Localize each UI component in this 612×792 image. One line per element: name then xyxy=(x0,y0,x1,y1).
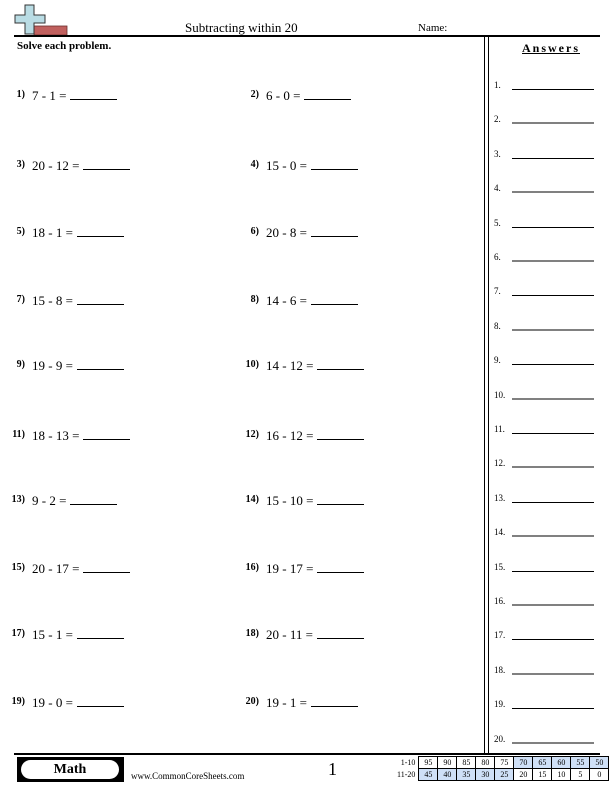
answer-row-19 xyxy=(494,699,594,709)
problem-4 xyxy=(239,158,358,174)
score-cell: 90 xyxy=(438,757,457,769)
answer-blank[interactable] xyxy=(311,168,358,170)
answer-line[interactable] xyxy=(512,708,594,709)
answer-number: 16. xyxy=(494,596,506,606)
problem-10 xyxy=(239,358,364,374)
answer-blank[interactable] xyxy=(77,637,124,639)
footer-rule xyxy=(14,753,600,755)
score-cell: 95 xyxy=(419,757,438,769)
answer-blank[interactable] xyxy=(83,438,130,440)
answer-line[interactable] xyxy=(512,502,594,503)
answer-number: 11. xyxy=(494,424,505,434)
answer-number: 13. xyxy=(494,492,506,503)
score-cell: 10 xyxy=(552,769,571,781)
answer-row-17 xyxy=(494,630,594,640)
score-cell: 45 xyxy=(419,769,438,781)
answer-line[interactable] xyxy=(512,329,594,331)
problem-expression: 18 - 1 = xyxy=(32,225,73,240)
problem-number: 4) xyxy=(250,159,259,170)
score-cell: 0 xyxy=(590,769,609,781)
problem-expression: 16 - 12 = xyxy=(266,428,314,443)
answer-line[interactable] xyxy=(512,639,594,640)
problem-11 xyxy=(5,428,130,444)
problem-expression: 20 - 11 = xyxy=(266,627,313,642)
problem-expression: 19 - 0 = xyxy=(32,695,73,710)
problem-expression: 19 - 1 = xyxy=(266,695,307,710)
answer-number: 9. xyxy=(494,355,501,366)
answer-blank[interactable] xyxy=(83,571,130,573)
problem-number: 6) xyxy=(250,226,259,237)
problem-6 xyxy=(239,225,358,241)
answer-blank[interactable] xyxy=(317,571,364,573)
answer-number: 1. xyxy=(494,80,501,90)
answer-row-5 xyxy=(494,218,594,228)
problem-number: 13) xyxy=(11,494,25,505)
instructions: Solve each problem. xyxy=(17,40,112,52)
problem-5 xyxy=(5,225,124,241)
score-cell: 15 xyxy=(533,769,552,781)
problem-14 xyxy=(239,493,364,509)
answer-number: 19. xyxy=(494,699,506,710)
website-link[interactable]: www.CommonCoreSheets.com xyxy=(131,771,245,781)
problem-number: 19) xyxy=(11,696,25,707)
problem-expression: 15 - 0 = xyxy=(266,158,307,173)
answer-row-10 xyxy=(494,390,594,400)
answer-number: 4. xyxy=(494,183,501,194)
problem-number: 14) xyxy=(245,494,259,505)
score-cell: 80 xyxy=(476,757,495,769)
problem-7 xyxy=(5,293,124,309)
score-row-label: 11-20 xyxy=(397,770,416,779)
score-cell: 50 xyxy=(590,757,609,769)
problem-number: 18) xyxy=(245,628,259,639)
answer-row-6 xyxy=(494,252,594,262)
score-cell: 65 xyxy=(533,757,552,769)
page-number: 1 xyxy=(328,759,337,779)
answer-line[interactable] xyxy=(512,604,594,606)
score-cell: 20 xyxy=(514,769,533,781)
problem-expression: 14 - 12 = xyxy=(266,358,314,373)
answer-row-7 xyxy=(494,286,594,296)
problem-number: 16) xyxy=(245,562,259,573)
problem-expression: 18 - 13 = xyxy=(32,428,80,443)
problem-16 xyxy=(239,561,364,577)
answer-line[interactable] xyxy=(512,158,594,159)
answer-blank[interactable] xyxy=(311,303,358,305)
answer-row-20 xyxy=(494,734,594,744)
problem-2 xyxy=(239,88,351,104)
answer-row-11 xyxy=(494,424,594,434)
answer-line[interactable] xyxy=(512,122,594,124)
answer-line[interactable] xyxy=(512,571,594,572)
problem-19 xyxy=(5,695,124,711)
problem-expression: 19 - 17 = xyxy=(266,561,314,576)
problem-expression: 20 - 8 = xyxy=(266,225,307,240)
plus-logo-icon xyxy=(14,4,70,36)
answer-line[interactable] xyxy=(512,398,594,400)
answers-title: Answers xyxy=(522,41,580,55)
problem-expression: 20 - 12 = xyxy=(32,158,80,173)
problem-17 xyxy=(5,627,124,643)
answer-row-9 xyxy=(494,355,594,365)
name-label: Name: xyxy=(418,22,448,34)
answer-blank[interactable] xyxy=(83,168,130,170)
answer-row-12 xyxy=(494,458,594,468)
answer-line[interactable] xyxy=(512,295,594,296)
problem-expression: 20 - 17 = xyxy=(32,561,80,576)
answer-row-15 xyxy=(494,562,594,572)
problem-expression: 6 - 0 = xyxy=(266,88,301,103)
answer-column-divider xyxy=(484,36,489,753)
answer-number: 7. xyxy=(494,286,501,297)
answer-blank[interactable] xyxy=(317,637,364,639)
problem-number: 17) xyxy=(11,628,25,639)
problem-expression: 15 - 1 = xyxy=(32,627,73,642)
problem-15 xyxy=(5,561,130,577)
problem-number: 3) xyxy=(16,159,25,170)
answer-number: 5. xyxy=(494,217,501,228)
problem-expression: 15 - 10 = xyxy=(266,493,314,508)
answer-number: 20. xyxy=(494,733,506,744)
problem-number: 11) xyxy=(12,429,25,440)
problem-3 xyxy=(5,158,130,174)
answer-blank[interactable] xyxy=(317,438,364,440)
answer-line[interactable] xyxy=(512,673,594,675)
problem-expression: 9 - 2 = xyxy=(32,493,67,508)
answer-line[interactable] xyxy=(512,89,594,90)
answer-blank[interactable] xyxy=(77,303,124,305)
answer-line[interactable] xyxy=(512,535,594,537)
answer-blank[interactable] xyxy=(70,98,117,100)
score-row xyxy=(395,757,609,769)
problem-expression: 15 - 8 = xyxy=(32,293,73,308)
score-cell: 75 xyxy=(495,757,514,769)
problem-expression: 19 - 9 = xyxy=(32,358,73,373)
worksheet-title: Subtracting within 20 xyxy=(185,20,298,35)
problem-number: 9) xyxy=(16,359,25,370)
problem-number: 10) xyxy=(245,359,259,370)
problem-1 xyxy=(5,88,117,104)
answer-row-2 xyxy=(494,114,594,124)
answer-blank[interactable] xyxy=(77,368,124,370)
answer-row-18 xyxy=(494,665,594,675)
score-cell: 85 xyxy=(457,757,476,769)
answer-line[interactable] xyxy=(512,260,594,262)
score-table xyxy=(395,756,609,781)
answer-row-1 xyxy=(494,80,594,90)
score-cell: 30 xyxy=(476,769,495,781)
problem-number: 2) xyxy=(250,89,259,100)
answer-line[interactable] xyxy=(512,466,594,468)
answer-number: 8. xyxy=(494,320,501,331)
answer-row-13 xyxy=(494,493,594,503)
answer-blank[interactable] xyxy=(317,503,364,505)
problem-20 xyxy=(239,695,358,711)
problem-8 xyxy=(239,293,358,309)
answer-number: 6. xyxy=(494,252,501,262)
answer-number: 2. xyxy=(494,114,501,125)
subject-badge-label: Math xyxy=(21,760,119,779)
score-row xyxy=(395,769,609,781)
answer-number: 10. xyxy=(494,389,506,400)
answer-row-14 xyxy=(494,527,594,537)
problem-number: 7) xyxy=(16,294,25,305)
answer-row-16 xyxy=(494,596,594,606)
problem-number: 1) xyxy=(16,89,25,100)
answer-line[interactable] xyxy=(512,433,594,434)
score-cell: 25 xyxy=(495,769,514,781)
score-cell: 70 xyxy=(514,757,533,769)
answer-number: 17. xyxy=(494,630,506,641)
answer-blank[interactable] xyxy=(77,235,124,237)
answer-line[interactable] xyxy=(512,227,594,228)
problem-expression: 7 - 1 = xyxy=(32,88,67,103)
problem-18 xyxy=(239,627,364,643)
score-cell: 60 xyxy=(552,757,571,769)
answer-line[interactable] xyxy=(512,742,594,744)
problem-number: 8) xyxy=(250,294,259,305)
problem-number: 20) xyxy=(245,696,259,707)
problem-13 xyxy=(5,493,117,509)
score-cell: 40 xyxy=(438,769,457,781)
header-rule xyxy=(14,35,600,37)
answer-line[interactable] xyxy=(512,191,594,193)
problem-number: 12) xyxy=(245,429,259,440)
score-cell: 5 xyxy=(571,769,590,781)
problem-12 xyxy=(239,428,364,444)
answer-row-8 xyxy=(494,321,594,331)
answer-number: 18. xyxy=(494,664,506,675)
answer-blank[interactable] xyxy=(311,235,358,237)
score-cell: 35 xyxy=(457,769,476,781)
answer-blank[interactable] xyxy=(70,503,117,505)
answer-row-3 xyxy=(494,149,594,159)
answer-number: 3. xyxy=(494,148,501,159)
answer-blank[interactable] xyxy=(311,705,358,707)
answer-number: 12. xyxy=(494,458,506,469)
problem-number: 5) xyxy=(16,226,25,237)
subject-badge xyxy=(17,757,124,782)
answer-row-4 xyxy=(494,183,594,193)
problem-9 xyxy=(5,358,124,374)
problem-expression: 14 - 6 = xyxy=(266,293,307,308)
answer-blank[interactable] xyxy=(77,705,124,707)
answer-number: 14. xyxy=(494,527,506,538)
answer-number: 15. xyxy=(494,561,506,572)
problem-number: 15) xyxy=(11,562,25,573)
answer-line[interactable] xyxy=(512,364,594,365)
score-row-label: 1-10 xyxy=(400,758,416,767)
answer-blank[interactable] xyxy=(304,98,351,100)
answer-blank[interactable] xyxy=(317,368,364,370)
score-cell: 55 xyxy=(571,757,590,769)
